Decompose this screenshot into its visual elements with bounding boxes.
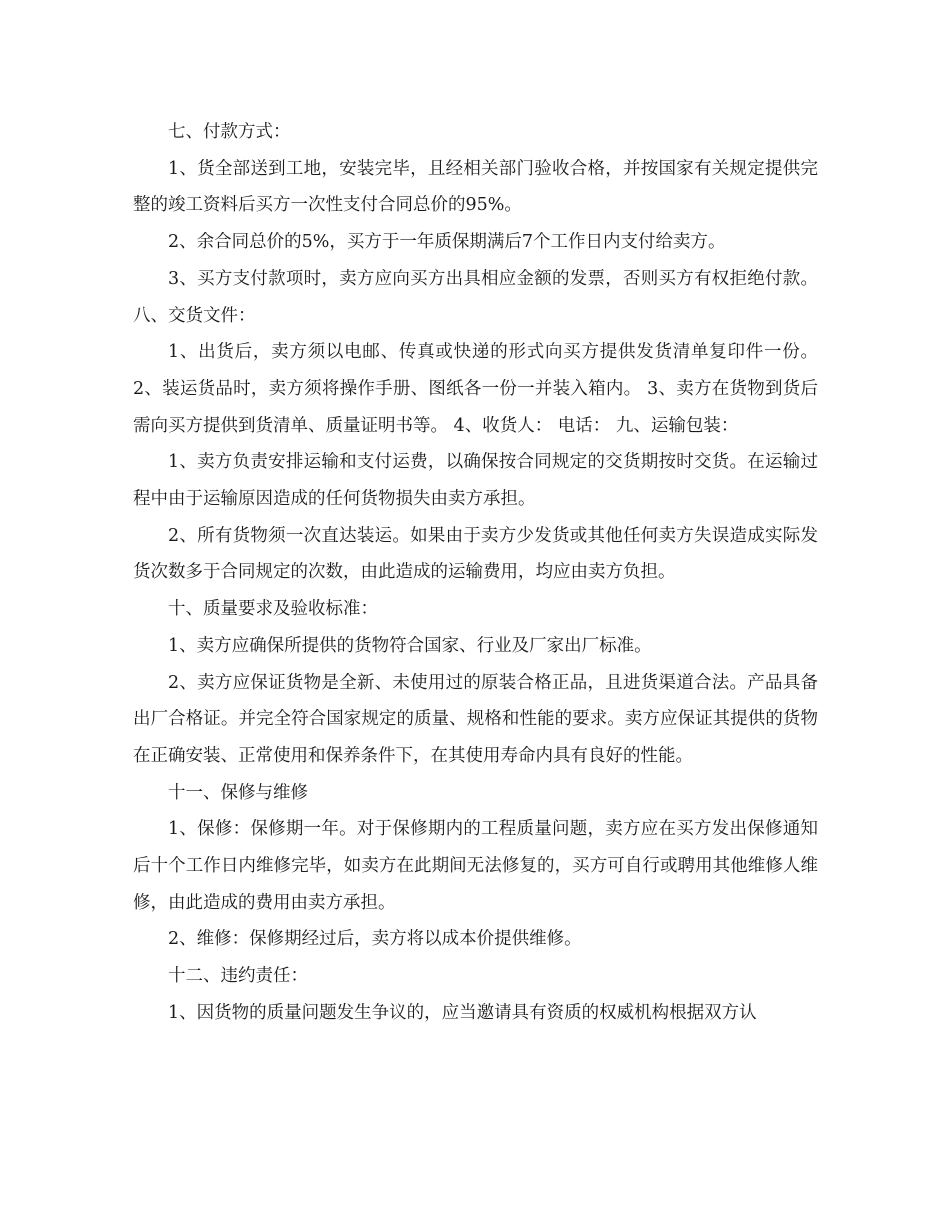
paragraph-quality-1: 1、卖方应确保所提供的货物符合国家、行业及厂家出厂标准。 <box>168 635 652 656</box>
paragraph-quality-2: 2、卖方应保证货物是全新、未使用过的原装合格正品，且进货渠道合法。产品具备出厂合格证。并完全符合国家规定的质量、规格和性能的要求。卖方应保证其提供的货物在正确安装、正常使用和保养条件下，在其使用寿命内具有良好的性能。 <box>133 672 818 766</box>
paragraph-payment-1: 1、货全部送到工地，安装完毕，且经相关部门验收合格，并按国家有关规定提供完整的竣工资料后买方一次性支付合同总价的95%。 <box>133 158 818 216</box>
document-body <box>133 114 818 1032</box>
paragraph-payment-3: 3、买方支付款项时，卖方应向买方出具相应金额的发票，否则买方有权拒绝付款。 八、交货文件： <box>133 268 818 326</box>
section-heading-quality: 十、质量要求及验收标准： <box>168 599 378 620</box>
paragraph-transport-2: 2、所有货物须一次直达装运。如果由于卖方少发货或其他任何卖方失误造成实际发货次数多于合同规定的次数，由此造成的运输费用，均应由卖方负担。 <box>133 525 818 583</box>
section-heading-warranty: 十一、保修与维修 <box>168 782 308 803</box>
paragraph-warranty-2: 2、维修：保修期经过后，卖方将以成本价提供维修。 <box>168 929 582 950</box>
paragraph-liability-1: 1、因货物的质量问题发生争议的，应当邀请具有资质的权威机构根据双方认 <box>168 1002 757 1023</box>
paragraph-delivery-documents: 1、出货后，卖方须以电邮、传真或快递的形式向买方提供发货清单复印件一份。 2、装运货品时，卖方须将操作手册、图纸各一份一并装入箱内。 3、卖方在货物到货后需向买方提供到货清单、质量证明书等。 4、收货人： 电话： 九、运输包装： <box>133 342 818 436</box>
section-heading-liability: 十二、违约责任： <box>168 966 308 987</box>
paragraph-transport-1: 1、卖方负责安排运输和支付运费，以确保按合同规定的交货期按时交货。在运输过程中由于运输原因造成的任何货物损失由卖方承担。 <box>133 452 818 510</box>
section-heading-payment: 七、付款方式： <box>168 122 291 142</box>
paragraph-payment-2: 2、余合同总价的5%，买方于一年质保期满后7个工作日内支付给卖方。 <box>168 232 726 253</box>
paragraph-warranty-1: 1、保修：保修期一年。对于保修期内的工程质量问题，卖方应在买方发出保修通知后十个工作日内维修完毕，如卖方在此期间无法修复的，买方可自行或聘用其他维修人维修，由此造成的费用由卖方承担。 <box>133 819 818 913</box>
